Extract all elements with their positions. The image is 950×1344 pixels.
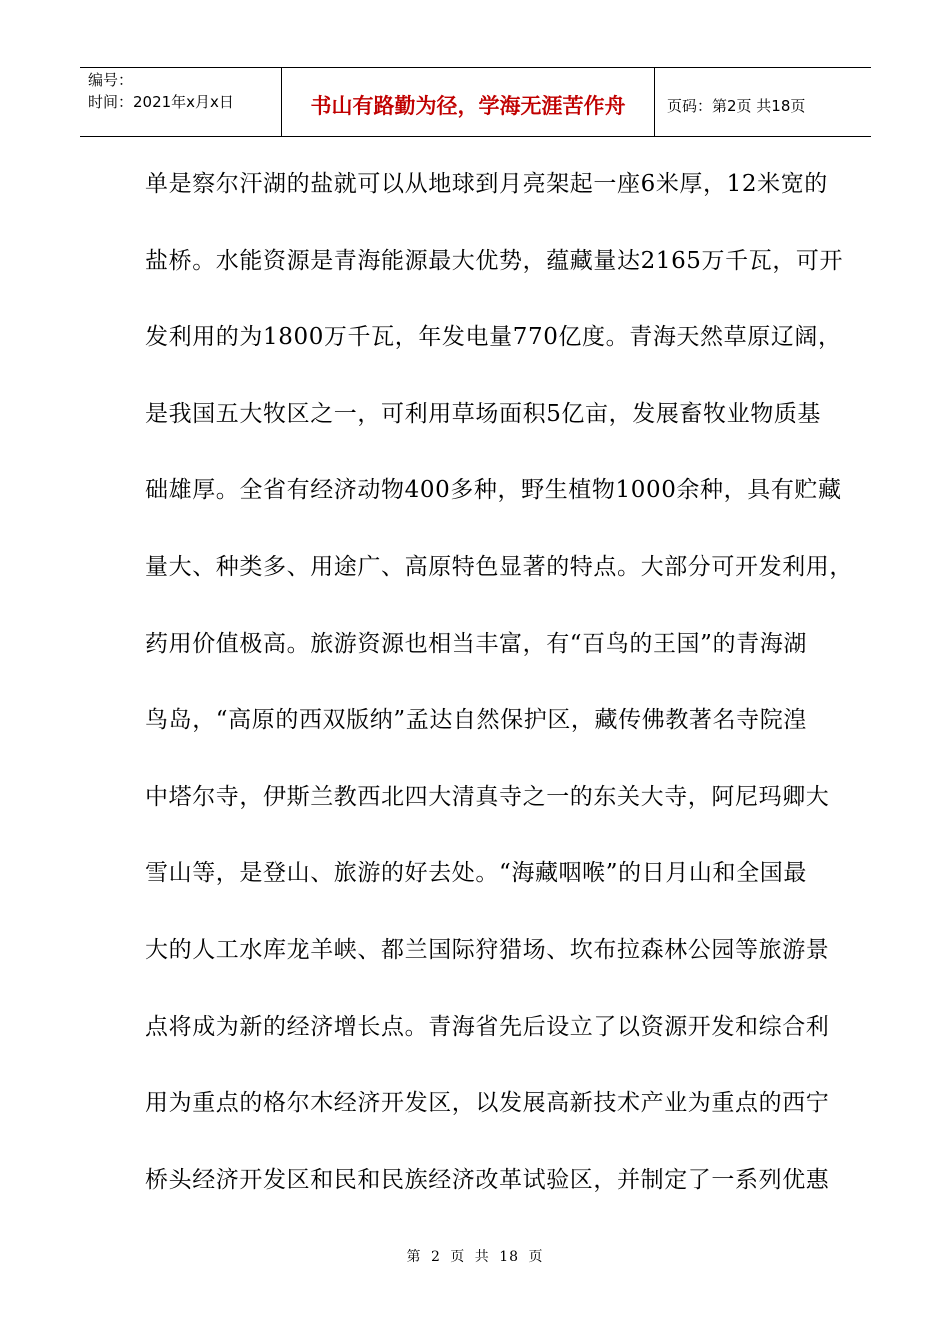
header-motto: 书山有路勤为径，学海无涯苦作舟: [282, 68, 655, 136]
page-header: [80, 67, 871, 137]
page-footer: 第 2 页 共 18 页: [406, 1249, 544, 1265]
body-line: 桥头经济开发区和民和民族经济改革试验区，并制定了一系列优惠: [145, 1166, 830, 1193]
body-line: 大的人工水库龙羊峡、都兰国际狩猎场、坎布拉森林公园等旅游景: [145, 936, 830, 963]
header-page-number: 页码：第2页 共18页: [667, 96, 806, 115]
document-body: [145, 159, 853, 1231]
doc-code-label: 编号：: [88, 71, 134, 89]
doc-date-label: 时间：2021年x月x日: [88, 93, 234, 111]
body-line: 药用价值极高。旅游资源也相当丰富，有“百鸟的王国”的青海湖: [145, 630, 807, 657]
body-line: 是我国五大牧区之一，可利用草场面积5亿亩，发展畜牧业物质基: [145, 400, 822, 427]
body-line: 量大、种类多、用途广、高原特色显著的特点。大部分可开发利用，: [145, 553, 853, 580]
body-line: 点将成为新的经济增长点。青海省先后设立了以资源开发和综合利: [145, 1013, 830, 1040]
body-line: 础雄厚。全省有经济动物400多种，野生植物1000余种，具有贮藏: [145, 477, 842, 504]
body-line: 雪山等，是登山、旅游的好去处。“海藏咽喉”的日月山和全国最: [145, 860, 807, 887]
body-line: 发利用的为1800万千瓦，年发电量770亿度。青海天然草原辽阔，: [145, 324, 842, 351]
header-meta: [80, 68, 282, 136]
body-line: 盐桥。水能资源是青海能源最大优势，蕴藏量达2165万千瓦，可开: [145, 247, 844, 274]
body-line: 单是察尔汗湖的盐就可以从地球到月亮架起一座6米厚，12米宽的: [145, 171, 828, 197]
body-line: 中塔尔寺，伊斯兰教西北四大清真寺之一的东关大寺，阿尼玛卿大: [145, 783, 830, 810]
body-line: 用为重点的格尔木经济开发区，以发展高新技术产业为重点的西宁: [145, 1090, 830, 1117]
body-line: 鸟岛，“高原的西双版纳”孟达自然保护区，藏传佛教著名寺院湟: [145, 707, 807, 734]
